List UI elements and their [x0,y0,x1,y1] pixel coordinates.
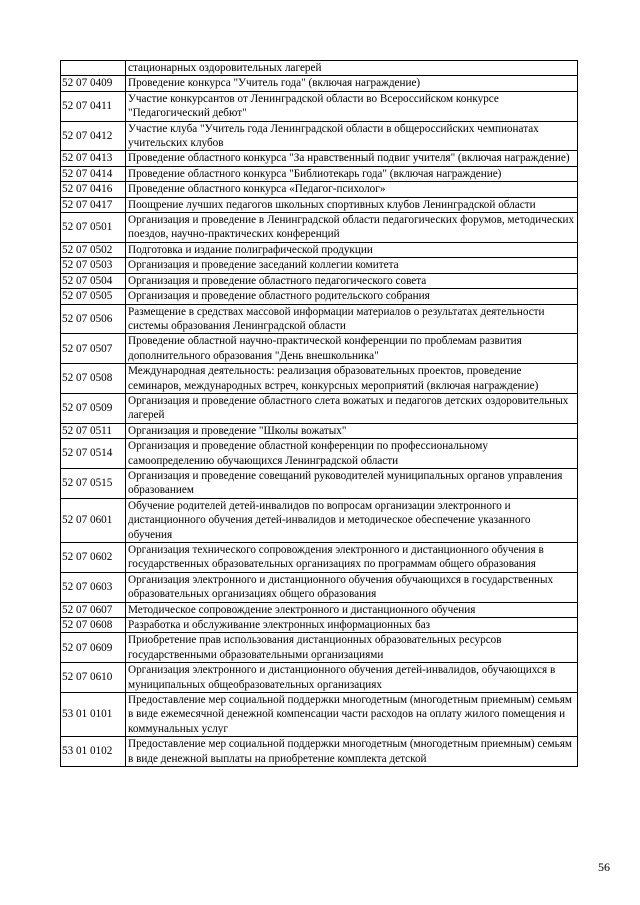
row-description: Организация электронного и дистанционного обучения детей-инвалидов, обучающихся в муниципальных общеобразовательных организациях [126,663,578,693]
table-row [61,543,578,573]
row-code: 52 07 0414 [61,166,126,181]
table-row [61,439,578,469]
row-code: 52 07 0602 [61,543,126,573]
table-row [61,76,578,91]
row-description: Методическое сопровождение электронного и дистанционного обучения [126,602,578,617]
row-description: Организация и проведение областной конференции по профессиональному самоопределению обучающихся Ленинградской области [126,439,578,469]
row-description: Предоставление мер социальной поддержки многодетным (многодетным приемным) семьям в виде денежной выплаты на приобретение комплекта детской [126,737,578,767]
row-code: 52 07 0608 [61,618,126,633]
row-description: Организация и проведение областного родительского собрания [126,289,578,304]
row-description: Организация и проведение совещаний руководителей муниципальных органов управления образованием [126,468,578,498]
table-row [61,242,578,257]
row-description: Участие конкурсантов от Ленинградской области во Всероссийском конкурсе "Педагогический дебют" [126,91,578,121]
row-description: Подготовка и издание полиграфической продукции [126,242,578,257]
table-row [61,182,578,197]
row-code: 52 07 0416 [61,182,126,197]
table-row [61,121,578,151]
row-code: 52 07 0509 [61,393,126,423]
row-description: Размещение в средствах массовой информации материалов о результатах деятельности системы образования Ленинградской области [126,304,578,334]
row-code: 52 07 0411 [61,91,126,121]
row-description: Организация и проведение областного педагогического совета [126,273,578,288]
row-code: 52 07 0601 [61,498,126,542]
row-code: 52 07 0511 [61,423,126,438]
row-code: 52 07 0502 [61,242,126,257]
row-code: 52 07 0505 [61,289,126,304]
table-row [61,166,578,181]
table-row [61,334,578,364]
page-number: 56 [598,860,610,874]
table-row [61,693,578,737]
row-code: 52 07 0507 [61,334,126,364]
table-row [61,423,578,438]
row-code: 52 07 0514 [61,439,126,469]
row-description: Международная деятельность: реализация образовательных проектов, проведение семинаров, международных встреч, конкурсных мероприятий (включая награждение) [126,364,578,394]
table-row [61,197,578,212]
row-description: Проведение областной научно-практической конференции по проблемам развития дополнительного образования "День внешкольника" [126,334,578,364]
table-row [61,289,578,304]
row-code [61,61,126,76]
row-code: 53 01 0102 [61,737,126,767]
row-code: 52 07 0412 [61,121,126,151]
table-row [61,91,578,121]
table-row [61,663,578,693]
row-description: Проведение конкурса "Учитель года" (включая награждение) [126,76,578,91]
table-row [61,213,578,243]
table-row [61,393,578,423]
row-description: Организация технического сопровождения электронного и дистанционного обучения в государственных образовательных организациях по программам общего образования [126,543,578,573]
table-row [61,572,578,602]
row-description: Организация и проведение "Школы вожатых" [126,423,578,438]
row-description: Организация и проведение в Ленинградской области педагогических форумов, методических поездов, научно-практических конференций [126,213,578,243]
row-description: стационарных оздоровительных лагерей [126,61,578,76]
row-description: Участие клуба "Учитель года Ленинградской области в общероссийских чемпионатах учительских клубов [126,121,578,151]
row-description: Разработка и обслуживание электронных информационных баз [126,618,578,633]
table-row [61,633,578,663]
row-code: 53 01 0101 [61,693,126,737]
row-description: Обучение родителей детей-инвалидов по вопросам организации электронного и дистанционного обучения детей-инвалидов и методическое обеспечение указанного обучения [126,498,578,542]
table-row [61,273,578,288]
row-description: Проведение областного конкурса "Библиотекарь года" (включая награждение) [126,166,578,181]
row-description: Проведение областного конкурса «Педагог-психолог» [126,182,578,197]
row-code: 52 07 0506 [61,304,126,334]
budget-code-table [60,60,578,767]
row-description: Приобретение прав использования дистанционных образовательных ресурсов государственными образовательными организациями [126,633,578,663]
row-description: Организация электронного и дистанционного обучения обучающихся в государственных образовательных организациях общего образования [126,572,578,602]
table-row [61,304,578,334]
table-body [61,61,578,767]
row-code: 52 07 0508 [61,364,126,394]
row-code: 52 07 0515 [61,468,126,498]
row-code: 52 07 0501 [61,213,126,243]
table-row [61,468,578,498]
table-row [61,61,578,76]
table-row [61,737,578,767]
table-row [61,364,578,394]
table-row [61,151,578,166]
row-description: Организация и проведение заседаний коллегии комитета [126,258,578,273]
row-code: 52 07 0607 [61,602,126,617]
row-description: Предоставление мер социальной поддержки многодетным (многодетным приемным) семьям в виде ежемесячной денежной компенсации части расходов на оплату жилого помещения и коммунальных услуг [126,693,578,737]
table-row [61,618,578,633]
row-code: 52 07 0417 [61,197,126,212]
row-description: Поощрение лучших педагогов школьных спортивных клубов Ленинградской области [126,197,578,212]
table-row [61,602,578,617]
row-description: Организация и проведение областного слета вожатых и педагогов детских оздоровительных лагерей [126,393,578,423]
row-code: 52 07 0413 [61,151,126,166]
row-code: 52 07 0610 [61,663,126,693]
table-row [61,258,578,273]
row-code: 52 07 0504 [61,273,126,288]
row-code: 52 07 0603 [61,572,126,602]
table-row [61,498,578,542]
row-code: 52 07 0503 [61,258,126,273]
row-code: 52 07 0609 [61,633,126,663]
row-description: Проведение областного конкурса "За нравственный подвиг учителя" (включая награждение) [126,151,578,166]
row-code: 52 07 0409 [61,76,126,91]
